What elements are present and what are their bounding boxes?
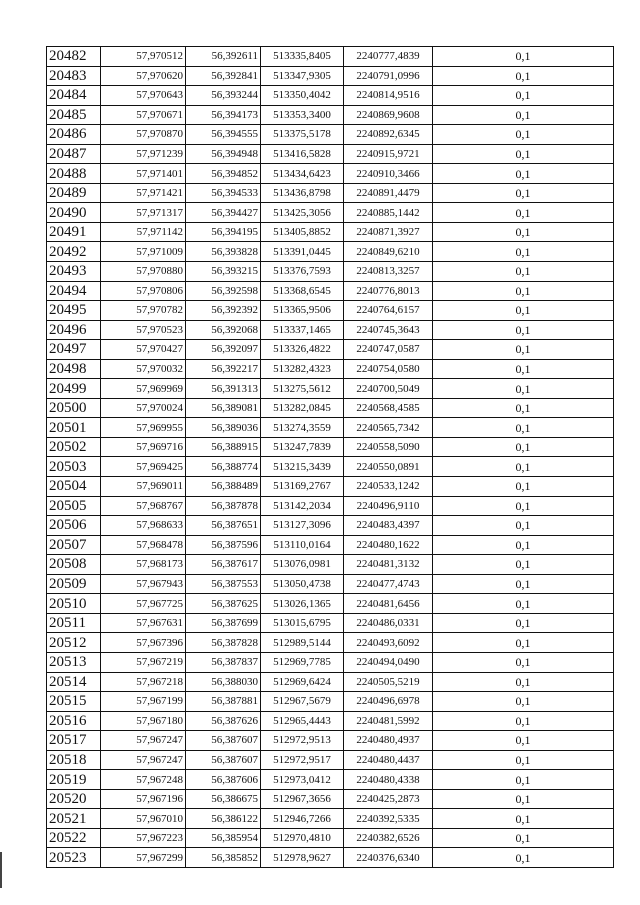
- accuracy-cell: 0,1: [433, 770, 614, 790]
- y-coordinate-cell: 2240747,0587: [344, 340, 433, 360]
- table-row: [47, 164, 614, 184]
- latitude-cell: 57,967223: [101, 828, 186, 848]
- longitude-cell: 56,391313: [186, 379, 261, 399]
- table-row: [47, 711, 614, 731]
- accuracy-cell: 0,1: [433, 535, 614, 555]
- x-coordinate-cell: 513436,8798: [261, 183, 344, 203]
- point-number-cell: 20511: [47, 613, 101, 633]
- latitude-cell: 57,967196: [101, 789, 186, 809]
- longitude-cell: 56,393244: [186, 86, 261, 106]
- point-number-cell: 20494: [47, 281, 101, 301]
- x-coordinate-cell: 513350,4042: [261, 86, 344, 106]
- table-row: [47, 125, 614, 145]
- latitude-cell: 57,968633: [101, 516, 186, 536]
- table-row: [47, 594, 614, 614]
- point-number-cell: 20485: [47, 105, 101, 125]
- accuracy-cell: 0,1: [433, 262, 614, 282]
- longitude-cell: 56,388030: [186, 672, 261, 692]
- table-row: [47, 692, 614, 712]
- longitude-cell: 56,392217: [186, 359, 261, 379]
- point-number-cell: 20506: [47, 516, 101, 536]
- accuracy-cell: 0,1: [433, 457, 614, 477]
- x-coordinate-cell: 513127,3096: [261, 516, 344, 536]
- longitude-cell: 56,389036: [186, 418, 261, 438]
- table-row: [47, 477, 614, 497]
- latitude-cell: 57,969955: [101, 418, 186, 438]
- y-coordinate-cell: 2240849,6210: [344, 242, 433, 262]
- y-coordinate-cell: 2240910,3466: [344, 164, 433, 184]
- x-coordinate-cell: 512946,7266: [261, 809, 344, 829]
- point-number-cell: 20508: [47, 555, 101, 575]
- x-coordinate-cell: 513282,4323: [261, 359, 344, 379]
- x-coordinate-cell: 513335,8405: [261, 47, 344, 67]
- x-coordinate-cell: 513353,3400: [261, 105, 344, 125]
- table-row: [47, 613, 614, 633]
- longitude-cell: 56,387881: [186, 692, 261, 712]
- x-coordinate-cell: 512972,9517: [261, 750, 344, 770]
- accuracy-cell: 0,1: [433, 164, 614, 184]
- y-coordinate-cell: 2240891,4479: [344, 183, 433, 203]
- longitude-cell: 56,387878: [186, 496, 261, 516]
- accuracy-cell: 0,1: [433, 496, 614, 516]
- y-coordinate-cell: 2240382,6526: [344, 828, 433, 848]
- longitude-cell: 56,387699: [186, 613, 261, 633]
- x-coordinate-cell: 513015,6795: [261, 613, 344, 633]
- latitude-cell: 57,970427: [101, 340, 186, 360]
- longitude-cell: 56,392392: [186, 301, 261, 321]
- x-coordinate-cell: 513425,3056: [261, 203, 344, 223]
- latitude-cell: 57,970032: [101, 359, 186, 379]
- point-number-cell: 20486: [47, 125, 101, 145]
- y-coordinate-cell: 2240496,9110: [344, 496, 433, 516]
- latitude-cell: 57,967199: [101, 692, 186, 712]
- accuracy-cell: 0,1: [433, 301, 614, 321]
- y-coordinate-cell: 2240550,0891: [344, 457, 433, 477]
- point-number-cell: 20492: [47, 242, 101, 262]
- table-row: [47, 86, 614, 106]
- y-coordinate-cell: 2240869,9608: [344, 105, 433, 125]
- latitude-cell: 57,967247: [101, 731, 186, 751]
- x-coordinate-cell: 512972,9513: [261, 731, 344, 751]
- y-coordinate-cell: 2240480,4937: [344, 731, 433, 751]
- y-coordinate-cell: 2240392,5335: [344, 809, 433, 829]
- accuracy-cell: 0,1: [433, 692, 614, 712]
- longitude-cell: 56,388774: [186, 457, 261, 477]
- accuracy-cell: 0,1: [433, 125, 614, 145]
- longitude-cell: 56,392068: [186, 320, 261, 340]
- point-number-cell: 20502: [47, 437, 101, 457]
- accuracy-cell: 0,1: [433, 105, 614, 125]
- accuracy-cell: 0,1: [433, 398, 614, 418]
- table-row: [47, 144, 614, 164]
- longitude-cell: 56,389081: [186, 398, 261, 418]
- latitude-cell: 57,970870: [101, 125, 186, 145]
- longitude-cell: 56,387651: [186, 516, 261, 536]
- longitude-cell: 56,392611: [186, 47, 261, 67]
- accuracy-cell: 0,1: [433, 652, 614, 672]
- point-number-cell: 20510: [47, 594, 101, 614]
- accuracy-cell: 0,1: [433, 47, 614, 67]
- accuracy-cell: 0,1: [433, 809, 614, 829]
- y-coordinate-cell: 2240892,6345: [344, 125, 433, 145]
- point-number-cell: 20520: [47, 789, 101, 809]
- accuracy-cell: 0,1: [433, 633, 614, 653]
- point-number-cell: 20516: [47, 711, 101, 731]
- y-coordinate-cell: 2240376,6340: [344, 848, 433, 868]
- latitude-cell: 57,969969: [101, 379, 186, 399]
- latitude-cell: 57,967631: [101, 613, 186, 633]
- latitude-cell: 57,970806: [101, 281, 186, 301]
- x-coordinate-cell: 513405,8852: [261, 222, 344, 242]
- latitude-cell: 57,969425: [101, 457, 186, 477]
- table-row: [47, 281, 614, 301]
- y-coordinate-cell: 2240480,4437: [344, 750, 433, 770]
- y-coordinate-cell: 2240483,4397: [344, 516, 433, 536]
- latitude-cell: 57,970512: [101, 47, 186, 67]
- longitude-cell: 56,387553: [186, 574, 261, 594]
- point-number-cell: 20493: [47, 262, 101, 282]
- accuracy-cell: 0,1: [433, 711, 614, 731]
- latitude-cell: 57,971421: [101, 183, 186, 203]
- x-coordinate-cell: 512965,4443: [261, 711, 344, 731]
- x-coordinate-cell: 512970,4810: [261, 828, 344, 848]
- x-coordinate-cell: 512978,9627: [261, 848, 344, 868]
- point-number-cell: 20489: [47, 183, 101, 203]
- y-coordinate-cell: 2240480,1622: [344, 535, 433, 555]
- x-coordinate-cell: 512969,7785: [261, 652, 344, 672]
- point-number-cell: 20518: [47, 750, 101, 770]
- latitude-cell: 57,970643: [101, 86, 186, 106]
- x-coordinate-cell: 513416,5828: [261, 144, 344, 164]
- table-row: [47, 809, 614, 829]
- y-coordinate-cell: 2240700,5049: [344, 379, 433, 399]
- accuracy-cell: 0,1: [433, 222, 614, 242]
- y-coordinate-cell: 2240481,3132: [344, 555, 433, 575]
- longitude-cell: 56,394852: [186, 164, 261, 184]
- point-number-cell: 20482: [47, 47, 101, 67]
- x-coordinate-cell: 513434,6423: [261, 164, 344, 184]
- x-coordinate-cell: 513365,9506: [261, 301, 344, 321]
- y-coordinate-cell: 2240425,2873: [344, 789, 433, 809]
- y-coordinate-cell: 2240493,6092: [344, 633, 433, 653]
- latitude-cell: 57,967725: [101, 594, 186, 614]
- accuracy-cell: 0,1: [433, 242, 614, 262]
- y-coordinate-cell: 2240477,4743: [344, 574, 433, 594]
- table-row: [47, 457, 614, 477]
- accuracy-cell: 0,1: [433, 848, 614, 868]
- table-row: [47, 789, 614, 809]
- scan-edge-mark: [0, 852, 2, 888]
- point-number-cell: 20521: [47, 809, 101, 829]
- table-row: [47, 398, 614, 418]
- y-coordinate-cell: 2240777,4839: [344, 47, 433, 67]
- table-row: [47, 672, 614, 692]
- x-coordinate-cell: 513169,2767: [261, 477, 344, 497]
- y-coordinate-cell: 2240494,0490: [344, 652, 433, 672]
- longitude-cell: 56,387828: [186, 633, 261, 653]
- longitude-cell: 56,387625: [186, 594, 261, 614]
- latitude-cell: 57,970024: [101, 398, 186, 418]
- latitude-cell: 57,968767: [101, 496, 186, 516]
- y-coordinate-cell: 2240915,9721: [344, 144, 433, 164]
- x-coordinate-cell: 513326,4822: [261, 340, 344, 360]
- table-row: [47, 828, 614, 848]
- point-number-cell: 20499: [47, 379, 101, 399]
- point-number-cell: 20490: [47, 203, 101, 223]
- x-coordinate-cell: 513247,7839: [261, 437, 344, 457]
- latitude-cell: 57,967010: [101, 809, 186, 829]
- x-coordinate-cell: 513375,5178: [261, 125, 344, 145]
- y-coordinate-cell: 2240568,4585: [344, 398, 433, 418]
- accuracy-cell: 0,1: [433, 86, 614, 106]
- y-coordinate-cell: 2240754,0580: [344, 359, 433, 379]
- x-coordinate-cell: 513347,9305: [261, 66, 344, 86]
- latitude-cell: 57,971142: [101, 222, 186, 242]
- accuracy-cell: 0,1: [433, 555, 614, 575]
- coordinates-table-body: [47, 47, 614, 868]
- longitude-cell: 56,392841: [186, 66, 261, 86]
- longitude-cell: 56,392097: [186, 340, 261, 360]
- y-coordinate-cell: 2240505,5219: [344, 672, 433, 692]
- table-row: [47, 47, 614, 67]
- longitude-cell: 56,388489: [186, 477, 261, 497]
- point-number-cell: 20519: [47, 770, 101, 790]
- x-coordinate-cell: 512969,6424: [261, 672, 344, 692]
- point-number-cell: 20503: [47, 457, 101, 477]
- longitude-cell: 56,387607: [186, 731, 261, 751]
- y-coordinate-cell: 2240764,6157: [344, 301, 433, 321]
- x-coordinate-cell: 513376,7593: [261, 262, 344, 282]
- y-coordinate-cell: 2240885,1442: [344, 203, 433, 223]
- longitude-cell: 56,387626: [186, 711, 261, 731]
- x-coordinate-cell: 513337,1465: [261, 320, 344, 340]
- table-row: [47, 359, 614, 379]
- latitude-cell: 57,967396: [101, 633, 186, 653]
- y-coordinate-cell: 2240486,0331: [344, 613, 433, 633]
- accuracy-cell: 0,1: [433, 828, 614, 848]
- point-number-cell: 20488: [47, 164, 101, 184]
- table-row: [47, 516, 614, 536]
- table-row: [47, 652, 614, 672]
- latitude-cell: 57,970523: [101, 320, 186, 340]
- point-number-cell: 20522: [47, 828, 101, 848]
- accuracy-cell: 0,1: [433, 281, 614, 301]
- accuracy-cell: 0,1: [433, 144, 614, 164]
- point-number-cell: 20484: [47, 86, 101, 106]
- table-row: [47, 301, 614, 321]
- latitude-cell: 57,967247: [101, 750, 186, 770]
- accuracy-cell: 0,1: [433, 731, 614, 751]
- longitude-cell: 56,388915: [186, 437, 261, 457]
- table-row: [47, 418, 614, 438]
- y-coordinate-cell: 2240481,6456: [344, 594, 433, 614]
- accuracy-cell: 0,1: [433, 183, 614, 203]
- accuracy-cell: 0,1: [433, 789, 614, 809]
- accuracy-cell: 0,1: [433, 437, 614, 457]
- longitude-cell: 56,394533: [186, 183, 261, 203]
- point-number-cell: 20501: [47, 418, 101, 438]
- point-number-cell: 20504: [47, 477, 101, 497]
- x-coordinate-cell: 512967,5679: [261, 692, 344, 712]
- longitude-cell: 56,393215: [186, 262, 261, 282]
- y-coordinate-cell: 2240496,6978: [344, 692, 433, 712]
- y-coordinate-cell: 2240533,1242: [344, 477, 433, 497]
- point-number-cell: 20512: [47, 633, 101, 653]
- point-number-cell: 20505: [47, 496, 101, 516]
- latitude-cell: 57,970620: [101, 66, 186, 86]
- longitude-cell: 56,394195: [186, 222, 261, 242]
- x-coordinate-cell: 513274,3559: [261, 418, 344, 438]
- point-number-cell: 20497: [47, 340, 101, 360]
- accuracy-cell: 0,1: [433, 379, 614, 399]
- table-row: [47, 242, 614, 262]
- latitude-cell: 57,971009: [101, 242, 186, 262]
- table-row: [47, 574, 614, 594]
- accuracy-cell: 0,1: [433, 418, 614, 438]
- table-row: [47, 848, 614, 868]
- accuracy-cell: 0,1: [433, 750, 614, 770]
- latitude-cell: 57,969716: [101, 437, 186, 457]
- latitude-cell: 57,967248: [101, 770, 186, 790]
- x-coordinate-cell: 513050,4738: [261, 574, 344, 594]
- point-number-cell: 20483: [47, 66, 101, 86]
- latitude-cell: 57,970671: [101, 105, 186, 125]
- latitude-cell: 57,968478: [101, 535, 186, 555]
- latitude-cell: 57,967180: [101, 711, 186, 731]
- latitude-cell: 57,967219: [101, 652, 186, 672]
- accuracy-cell: 0,1: [433, 359, 614, 379]
- latitude-cell: 57,971401: [101, 164, 186, 184]
- accuracy-cell: 0,1: [433, 613, 614, 633]
- table-row: [47, 555, 614, 575]
- longitude-cell: 56,393828: [186, 242, 261, 262]
- latitude-cell: 57,967218: [101, 672, 186, 692]
- point-number-cell: 20515: [47, 692, 101, 712]
- table-row: [47, 633, 614, 653]
- y-coordinate-cell: 2240565,7342: [344, 418, 433, 438]
- point-number-cell: 20500: [47, 398, 101, 418]
- table-row: [47, 731, 614, 751]
- table-row: [47, 770, 614, 790]
- x-coordinate-cell: 513026,1365: [261, 594, 344, 614]
- y-coordinate-cell: 2240481,5992: [344, 711, 433, 731]
- point-number-cell: 20523: [47, 848, 101, 868]
- table-row: [47, 183, 614, 203]
- x-coordinate-cell: 513142,2034: [261, 496, 344, 516]
- table-row: [47, 535, 614, 555]
- longitude-cell: 56,387837: [186, 652, 261, 672]
- table-row: [47, 262, 614, 282]
- y-coordinate-cell: 2240480,4338: [344, 770, 433, 790]
- table-row: [47, 222, 614, 242]
- table-row: [47, 750, 614, 770]
- point-number-cell: 20491: [47, 222, 101, 242]
- x-coordinate-cell: 513215,3439: [261, 457, 344, 477]
- longitude-cell: 56,387607: [186, 750, 261, 770]
- latitude-cell: 57,967943: [101, 574, 186, 594]
- longitude-cell: 56,394555: [186, 125, 261, 145]
- y-coordinate-cell: 2240871,3927: [344, 222, 433, 242]
- accuracy-cell: 0,1: [433, 594, 614, 614]
- accuracy-cell: 0,1: [433, 516, 614, 536]
- y-coordinate-cell: 2240745,3643: [344, 320, 433, 340]
- x-coordinate-cell: 513275,5612: [261, 379, 344, 399]
- point-number-cell: 20498: [47, 359, 101, 379]
- coordinates-table: [46, 46, 614, 868]
- accuracy-cell: 0,1: [433, 672, 614, 692]
- y-coordinate-cell: 2240791,0996: [344, 66, 433, 86]
- y-coordinate-cell: 2240814,9516: [344, 86, 433, 106]
- point-number-cell: 20496: [47, 320, 101, 340]
- longitude-cell: 56,385954: [186, 828, 261, 848]
- x-coordinate-cell: 513282,0845: [261, 398, 344, 418]
- longitude-cell: 56,394427: [186, 203, 261, 223]
- longitude-cell: 56,386122: [186, 809, 261, 829]
- x-coordinate-cell: 512967,3656: [261, 789, 344, 809]
- y-coordinate-cell: 2240813,3257: [344, 262, 433, 282]
- table-row: [47, 203, 614, 223]
- accuracy-cell: 0,1: [433, 203, 614, 223]
- table-row: [47, 105, 614, 125]
- longitude-cell: 56,394173: [186, 105, 261, 125]
- latitude-cell: 57,969011: [101, 477, 186, 497]
- x-coordinate-cell: 513391,0445: [261, 242, 344, 262]
- longitude-cell: 56,387596: [186, 535, 261, 555]
- longitude-cell: 56,394948: [186, 144, 261, 164]
- longitude-cell: 56,387606: [186, 770, 261, 790]
- point-number-cell: 20509: [47, 574, 101, 594]
- y-coordinate-cell: 2240776,8013: [344, 281, 433, 301]
- table-row: [47, 496, 614, 516]
- accuracy-cell: 0,1: [433, 320, 614, 340]
- latitude-cell: 57,968173: [101, 555, 186, 575]
- accuracy-cell: 0,1: [433, 340, 614, 360]
- longitude-cell: 56,392598: [186, 281, 261, 301]
- x-coordinate-cell: 512973,0412: [261, 770, 344, 790]
- x-coordinate-cell: 512989,5144: [261, 633, 344, 653]
- point-number-cell: 20487: [47, 144, 101, 164]
- y-coordinate-cell: 2240558,5090: [344, 437, 433, 457]
- point-number-cell: 20507: [47, 535, 101, 555]
- latitude-cell: 57,971317: [101, 203, 186, 223]
- table-row: [47, 66, 614, 86]
- point-number-cell: 20514: [47, 672, 101, 692]
- table-row: [47, 320, 614, 340]
- point-number-cell: 20495: [47, 301, 101, 321]
- latitude-cell: 57,967299: [101, 848, 186, 868]
- accuracy-cell: 0,1: [433, 477, 614, 497]
- latitude-cell: 57,971239: [101, 144, 186, 164]
- accuracy-cell: 0,1: [433, 66, 614, 86]
- latitude-cell: 57,970782: [101, 301, 186, 321]
- longitude-cell: 56,385852: [186, 848, 261, 868]
- x-coordinate-cell: 513110,0164: [261, 535, 344, 555]
- point-number-cell: 20513: [47, 652, 101, 672]
- latitude-cell: 57,970880: [101, 262, 186, 282]
- table-row: [47, 379, 614, 399]
- accuracy-cell: 0,1: [433, 574, 614, 594]
- longitude-cell: 56,387617: [186, 555, 261, 575]
- x-coordinate-cell: 513368,6545: [261, 281, 344, 301]
- table-row: [47, 340, 614, 360]
- point-number-cell: 20517: [47, 731, 101, 751]
- longitude-cell: 56,386675: [186, 789, 261, 809]
- x-coordinate-cell: 513076,0981: [261, 555, 344, 575]
- table-row: [47, 437, 614, 457]
